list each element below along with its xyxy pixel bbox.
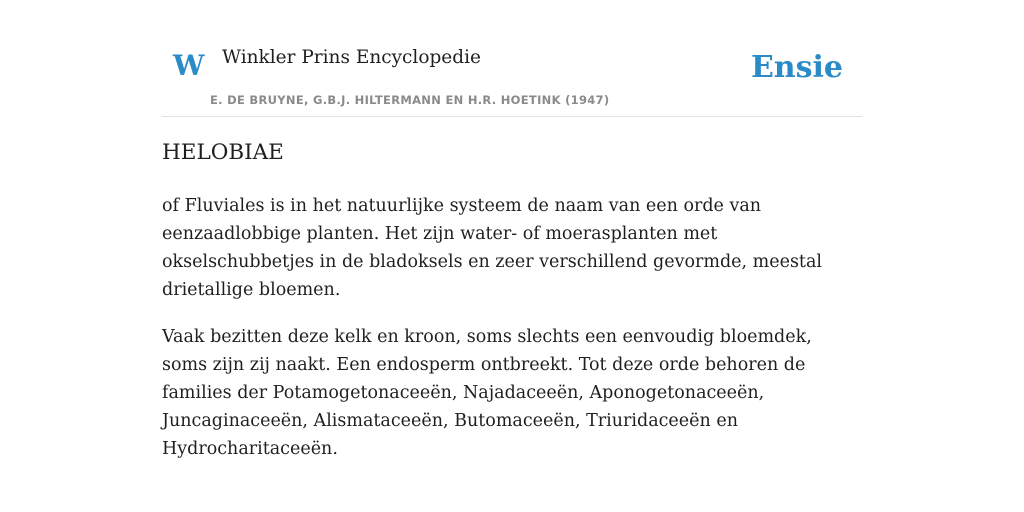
- entry-paragraph: Vaak bezitten deze kelk en kroon, soms slechts een eenvoudig bloemdek, soms zijn zij naakt. Een endosperm ontbreekt. Tot deze orde behoren de families der Potamogetonaceeën, Najadaceeën, Aponogetonaceeën, Juncaginaceeën, Alismataceeën, Butomaceeën, Triuridaceeën en Hydrocharitaceeën.: [162, 327, 812, 459]
- entry-body: [162, 192, 862, 482]
- entry-paragraph: of Fluviales is in het natuurlijke systeem de naam van een orde van eenzaadlobbige planten. Het zijn water- of moerasplanten met okselschubbetjes in de bladoksels en zeer verschillend gevormde, meestal drietallige bloemen.: [162, 196, 822, 300]
- entry-title: HELOBIAE: [162, 140, 284, 165]
- source-authors: E. DE BRUYNE, G.B.J. HILTERMANN EN H.R. HOETINK (1947): [210, 93, 610, 107]
- source-header: [162, 40, 862, 117]
- winkler-prins-logo-icon[interactable]: W: [173, 49, 205, 82]
- source-title[interactable]: Winkler Prins Encyclopedie: [222, 47, 481, 68]
- ensie-logo[interactable]: Ensie: [750, 50, 843, 85]
